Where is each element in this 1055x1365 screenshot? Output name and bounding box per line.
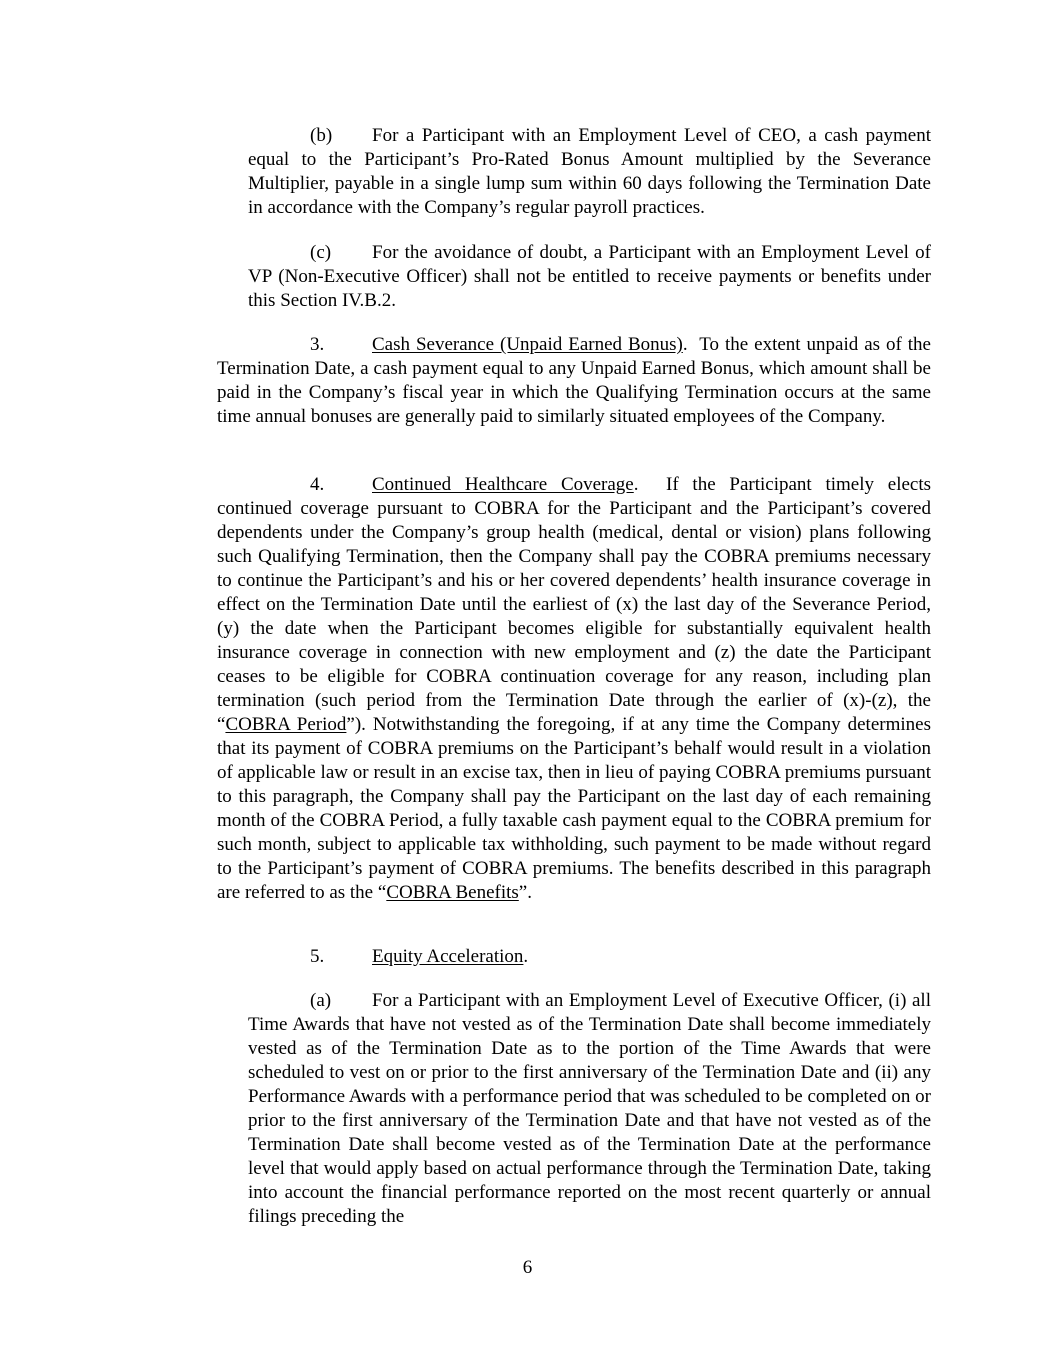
page-number: 6	[522, 1257, 533, 1278]
section-5-heading: Equity Acceleration	[372, 946, 524, 967]
paragraph-a-label: (a)	[310, 990, 332, 1011]
paragraph-c-text: For the avoidance of doubt, a Participant with an Employment Level of VP (Non-Executive Officer) shall not be entitled to receive payments or benefits under this Section IV.B.2.	[248, 242, 931, 311]
section-3-heading-end: .	[682, 334, 688, 355]
section-5-label: 5.	[310, 946, 325, 967]
paragraph-b-label: (b)	[310, 125, 333, 146]
paragraph-a	[248, 989, 931, 1229]
section-3	[217, 333, 931, 429]
section-5	[217, 945, 931, 969]
section-3-text: To the extent unpaid as of the Termination Date, a cash payment equal to any Unpaid Earned Bonus, which amount shall be paid in the Company’s fiscal year in which the Qualifying Termination occurs at the same time annual bonuses are generally paid to similarly situated employees of the Company.	[217, 334, 931, 427]
section-4-text-1: If the Participant timely elects continued coverage pursuant to COBRA for the Participant and the Participant’s covered dependents under the Company’s group health (medical, dental or vision) plans following such Qualifying Termination, then the Company shall pay the COBRA premiums necessary to continue the Participant’s and his or her covered dependents’ health insurance coverage in effect on the Termination Date until the earliest of (x) the last day of the Severance Period, (y) the date when the Participant becomes eligible for substantially equivalent health insurance coverage in connection with new employment and (z) the date the Participant ceases to be eligible for COBRA continuation coverage for any reason, including plan termination (such period from the Termination Date through the earlier of (x)-(z), the “	[217, 474, 932, 735]
section-4-heading-end: .	[633, 474, 639, 495]
section-4-text-3: ”.	[518, 882, 532, 903]
section-4-label: 4.	[310, 474, 325, 495]
section-3-heading: Cash Severance (Unpaid Earned Bonus)	[372, 334, 683, 355]
section-4	[217, 473, 931, 905]
section-4-heading: Continued Healthcare Coverage	[372, 474, 634, 495]
paragraph-a-text: For a Participant with an Employment Level of Executive Officer, (i) all Time Awards that have not vested as of the Termination Date shall become immediately vested as of the Termination Date as to the portion of the Time Awards that were scheduled to vest on or prior to the first anniversary of the Termination Date and (ii) any Performance Awards with a performance period that was scheduled to be completed on or prior to the first anniversary of the Termination Date and that have not vested as of the Termination Date shall become vested as of the Termination Date at the performance level that would apply based on actual performance through the Termination Date, taking into account the financial performance reported on the most recent quarterly or annual filings preceding the	[248, 990, 931, 1227]
section-4-text-2: ”). Notwithstanding the foregoing, if at any time the Company determines that its payment of COBRA premiums on the Participant’s behalf would result in a violation of applicable law or result in an excise tax, then in lieu of paying COBRA premiums pursuant to this paragraph, the Company shall pay the Participant on the last day of each remaining month of the COBRA Period, a fully taxable cash payment equal to the COBRA premium for such month, subject to applicable tax withholding, such payment to be made without regard to the Participant’s payment of COBRA premiums. The benefits described in this paragraph are referred to as the “	[217, 714, 931, 903]
cobra-benefits-term: COBRA Benefits	[386, 882, 519, 903]
cobra-period-term: COBRA Period	[225, 714, 347, 735]
paragraph-c-label: (c)	[310, 242, 332, 263]
section-3-label: 3.	[310, 334, 325, 355]
section-5-heading-end: .	[523, 946, 529, 967]
paragraph-b-text: For a Participant with an Employment Level of CEO, a cash payment equal to the Participant’s Pro-Rated Bonus Amount multiplied by the Severance Multiplier, payable in a single lump sum within 60 days following the Termination Date in accordance with the Company’s regular payroll practices.	[248, 125, 931, 218]
paragraph-b	[248, 124, 931, 220]
paragraph-c	[248, 241, 931, 313]
